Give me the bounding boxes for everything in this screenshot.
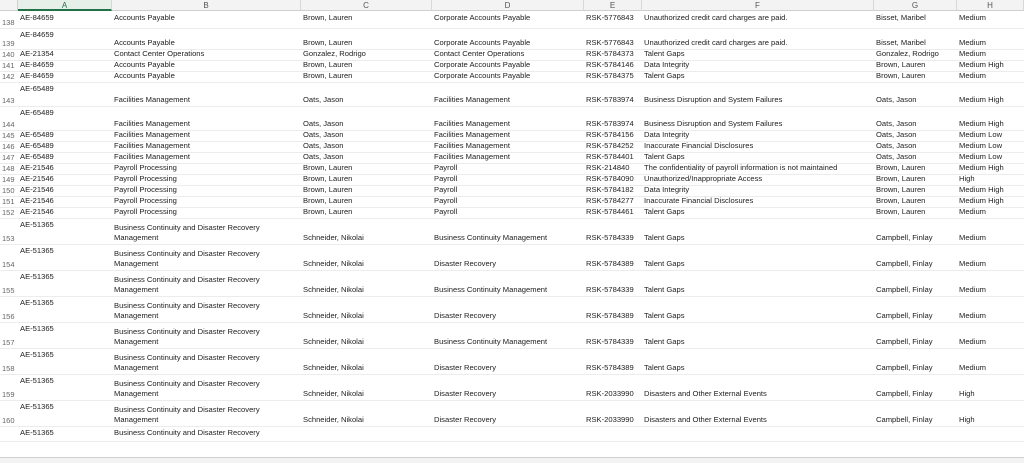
column-header-g[interactable]: G xyxy=(874,0,957,11)
column-header-b[interactable]: B xyxy=(112,0,301,11)
table-row xyxy=(0,245,1024,271)
cell-f[interactable]: The confidentiality of payroll information is not maintained xyxy=(644,163,838,172)
cell-h[interactable]: Medium High xyxy=(959,119,1004,128)
cell-e[interactable]: RSK-5784373 xyxy=(586,49,634,58)
table-row xyxy=(0,401,1024,427)
table-row xyxy=(0,219,1024,245)
cell-d[interactable]: Disaster Recovery xyxy=(434,311,497,320)
row-number[interactable]: 160 xyxy=(2,416,15,425)
cell-c[interactable]: Brown, Lauren xyxy=(303,13,353,22)
cell-e[interactable]: RSK-5784389 xyxy=(586,311,634,320)
cell-f[interactable]: Inaccurate Financial Disclosures xyxy=(644,196,754,205)
cell-e[interactable]: RSK-5784339 xyxy=(586,285,634,294)
cell-a[interactable]: AE-21546 xyxy=(20,207,54,216)
cell-a[interactable]: AE-21354 xyxy=(20,49,54,58)
cell-d[interactable]: Business Continuity Management xyxy=(434,337,548,346)
cell-f[interactable]: Talent Gaps xyxy=(644,233,685,242)
cell-g[interactable]: Brown, Lauren xyxy=(876,60,926,69)
cell-f[interactable]: Data Integrity xyxy=(644,185,690,194)
cell-f[interactable]: Talent Gaps xyxy=(644,259,685,268)
cell-b[interactable]: Facilities Management xyxy=(114,95,190,104)
cell-b[interactable]: Payroll Processing xyxy=(114,185,177,194)
cell-e[interactable]: RSK-5783974 xyxy=(586,95,634,104)
cell-c[interactable]: Schneider, Nikolai xyxy=(303,285,364,294)
cell-d[interactable]: Business Continuity Management xyxy=(434,285,548,294)
row-number[interactable]: 145 xyxy=(2,131,15,140)
column-header-e[interactable]: E xyxy=(584,0,642,11)
cell-f[interactable]: Talent Gaps xyxy=(644,207,685,216)
cell-d[interactable]: Payroll xyxy=(434,174,458,183)
cell-h[interactable]: High xyxy=(959,389,975,398)
cell-h[interactable]: Medium Low xyxy=(959,152,1003,161)
cell-c[interactable]: Brown, Lauren xyxy=(303,174,353,183)
row-number[interactable]: 147 xyxy=(2,153,15,162)
cell-c[interactable]: Oats, Jason xyxy=(303,130,344,139)
cell-h[interactable]: Medium xyxy=(959,337,987,346)
cell-d[interactable]: Contact Center Operations xyxy=(434,49,525,58)
cell-a[interactable]: AE-51365 xyxy=(20,376,54,385)
cell-e[interactable]: RSK-5784339 xyxy=(586,233,634,242)
row-number[interactable]: 152 xyxy=(2,208,15,217)
cell-d[interactable]: Disaster Recovery xyxy=(434,389,497,398)
cell-b[interactable]: Business Continuity and Disaster Recovery Management xyxy=(114,275,260,294)
cell-f[interactable]: Talent Gaps xyxy=(644,71,685,80)
cell-c[interactable]: Schneider, Nikolai xyxy=(303,233,364,242)
cell-h[interactable]: Medium Low xyxy=(959,141,1003,150)
cell-f[interactable]: Disasters and Other External Events xyxy=(644,415,767,424)
cell-d[interactable]: Facilities Management xyxy=(434,95,510,104)
row-number[interactable]: 138 xyxy=(2,18,15,27)
cell-b[interactable]: Accounts Payable xyxy=(114,13,175,22)
cell-g[interactable]: Oats, Jason xyxy=(876,152,917,161)
cell-e[interactable]: RSK-5784156 xyxy=(586,130,634,139)
cell-f[interactable]: Talent Gaps xyxy=(644,337,685,346)
cell-e[interactable]: RSK-5784401 xyxy=(586,152,634,161)
cell-e[interactable]: RSK-5783974 xyxy=(586,119,634,128)
cell-f[interactable]: Talent Gaps xyxy=(644,311,685,320)
cell-c[interactable]: Schneider, Nikolai xyxy=(303,415,364,424)
cell-a[interactable]: AE-51365 xyxy=(20,246,54,255)
cell-h[interactable]: Medium xyxy=(959,207,987,216)
row-number[interactable]: 144 xyxy=(2,120,15,129)
cell-b[interactable]: Payroll Processing xyxy=(114,163,177,172)
table-row xyxy=(0,208,1024,219)
cell-f[interactable]: Talent Gaps xyxy=(644,285,685,294)
cell-a[interactable]: AE-21546 xyxy=(20,185,54,194)
cell-e[interactable]: RSK-214840 xyxy=(586,163,630,172)
cell-f[interactable]: Unauthorized credit card charges are paid. xyxy=(644,38,788,47)
cell-h[interactable]: Medium High xyxy=(959,163,1004,172)
cell-g[interactable]: Brown, Lauren xyxy=(876,163,926,172)
cell-b[interactable]: Business Continuity and Disaster Recovery Management xyxy=(114,379,260,398)
row-number[interactable]: 154 xyxy=(2,260,15,269)
row-number[interactable]: 157 xyxy=(2,338,15,347)
cell-d[interactable]: Facilities Management xyxy=(434,141,510,150)
cell-a[interactable]: AE-65489 xyxy=(20,152,54,161)
cell-a[interactable]: AE-51365 xyxy=(20,402,54,411)
row-number[interactable]: 156 xyxy=(2,312,15,321)
row-number[interactable]: 151 xyxy=(2,197,15,206)
cell-a[interactable]: AE-51365 xyxy=(20,220,54,229)
cell-g[interactable]: Campbell, Finlay xyxy=(876,259,933,268)
table-row xyxy=(0,72,1024,83)
cell-e[interactable]: RSK-2033990 xyxy=(586,415,634,424)
cell-d[interactable]: Facilities Management xyxy=(434,152,510,161)
cell-c[interactable]: Schneider, Nikolai xyxy=(303,259,364,268)
cell-d[interactable]: Corporate Accounts Payable xyxy=(434,60,531,69)
cell-d[interactable]: Payroll xyxy=(434,196,458,205)
select-all-corner[interactable] xyxy=(0,0,18,11)
cell-h[interactable]: Medium xyxy=(959,49,987,58)
cell-g[interactable]: Campbell, Finlay xyxy=(876,337,933,346)
cell-b[interactable]: Contact Center Operations xyxy=(114,49,205,58)
cell-c[interactable]: Schneider, Nikolai xyxy=(303,389,364,398)
cell-a[interactable]: AE-21546 xyxy=(20,196,54,205)
cell-h[interactable]: High xyxy=(959,174,975,183)
cell-b[interactable]: Business Continuity and Disaster Recovery xyxy=(114,428,260,437)
row-number[interactable]: 143 xyxy=(2,96,15,105)
table-row xyxy=(0,427,1024,442)
column-header-h[interactable]: H xyxy=(957,0,1024,11)
cell-c[interactable]: Schneider, Nikolai xyxy=(303,363,364,372)
cell-g[interactable]: Oats, Jason xyxy=(876,95,917,104)
cell-e[interactable]: RSK-5784389 xyxy=(586,259,634,268)
cell-g[interactable]: Gonzalez, Rodrigo xyxy=(876,49,939,58)
cell-b[interactable]: Business Continuity and Disaster Recovery Management xyxy=(114,327,260,346)
row-number[interactable]: 141 xyxy=(2,61,15,70)
cell-b[interactable]: Accounts Payable xyxy=(114,38,175,47)
column-header-a[interactable]: A xyxy=(18,0,112,11)
cell-d[interactable]: Payroll xyxy=(434,163,458,172)
cell-b[interactable]: Facilities Management xyxy=(114,130,190,139)
column-header-c[interactable]: C xyxy=(301,0,432,11)
row-number[interactable]: 140 xyxy=(2,50,15,59)
cell-f[interactable]: Business Disruption and System Failures xyxy=(644,119,783,128)
cell-e[interactable]: RSK-5776843 xyxy=(586,13,634,22)
cell-d[interactable]: Corporate Accounts Payable xyxy=(434,38,531,47)
row-number[interactable]: 159 xyxy=(2,390,15,399)
cell-h[interactable]: Medium High xyxy=(959,95,1004,104)
cell-c[interactable]: Brown, Lauren xyxy=(303,163,353,172)
table-row xyxy=(0,323,1024,349)
cell-h[interactable]: Medium xyxy=(959,38,987,47)
cell-e[interactable]: RSK-5784146 xyxy=(586,60,634,69)
cell-e[interactable]: RSK-5776843 xyxy=(586,38,634,47)
cell-b[interactable]: Business Continuity and Disaster Recovery Management xyxy=(114,353,260,372)
cell-c[interactable]: Brown, Lauren xyxy=(303,38,353,47)
cell-e[interactable]: RSK-5784182 xyxy=(586,185,634,194)
cell-e[interactable]: RSK-5784389 xyxy=(586,363,634,372)
cell-d[interactable]: Business Continuity Management xyxy=(434,233,548,242)
row-number[interactable]: 155 xyxy=(2,286,15,295)
cell-b[interactable]: Accounts Payable xyxy=(114,60,175,69)
cell-e[interactable]: RSK-5784375 xyxy=(586,71,634,80)
cell-f[interactable]: Data Integrity xyxy=(644,130,690,139)
cell-f[interactable]: Unauthorized/Inappropriate Access xyxy=(644,174,763,183)
cell-f[interactable]: Disasters and Other External Events xyxy=(644,389,767,398)
row-number[interactable]: 153 xyxy=(2,234,15,243)
cell-e[interactable]: RSK-2033990 xyxy=(586,389,634,398)
horizontal-scrollbar[interactable] xyxy=(0,457,1024,463)
cell-a[interactable]: AE-51365 xyxy=(20,272,54,281)
cell-d[interactable]: Payroll xyxy=(434,207,458,216)
cell-c[interactable]: Schneider, Nikolai xyxy=(303,337,364,346)
cell-b[interactable]: Business Continuity and Disaster Recovery Management xyxy=(114,249,260,268)
cell-e[interactable]: RSK-5784339 xyxy=(586,337,634,346)
cell-h[interactable]: Medium High xyxy=(959,185,1004,194)
cell-f[interactable]: Unauthorized credit card charges are paid. xyxy=(644,13,788,22)
cell-e[interactable]: RSK-5784252 xyxy=(586,141,634,150)
row-number[interactable]: 149 xyxy=(2,175,15,184)
cell-h[interactable]: Medium xyxy=(959,311,987,320)
cell-g[interactable]: Brown, Lauren xyxy=(876,185,926,194)
cell-a[interactable]: AE-51365 xyxy=(20,298,54,307)
cell-g[interactable]: Brown, Lauren xyxy=(876,207,926,216)
cell-a[interactable]: AE-51365 xyxy=(20,324,54,333)
table-row xyxy=(0,83,1024,107)
cell-d[interactable]: Payroll xyxy=(434,185,458,194)
cell-c[interactable]: Schneider, Nikolai xyxy=(303,311,364,320)
cell-h[interactable]: Medium xyxy=(959,13,987,22)
table-row xyxy=(0,375,1024,401)
cell-g[interactable]: Campbell, Finlay xyxy=(876,363,933,372)
cell-f[interactable]: Inaccurate Financial Disclosures xyxy=(644,141,754,150)
table-row xyxy=(0,271,1024,297)
cell-g[interactable]: Campbell, Finlay xyxy=(876,233,933,242)
cell-h[interactable]: Medium xyxy=(959,363,987,372)
cell-b[interactable]: Payroll Processing xyxy=(114,174,177,183)
cell-b[interactable]: Business Continuity and Disaster Recovery Management xyxy=(114,405,260,424)
cell-c[interactable]: Oats, Jason xyxy=(303,141,344,150)
cell-h[interactable]: Medium xyxy=(959,233,987,242)
cell-d[interactable]: Corporate Accounts Payable xyxy=(434,71,531,80)
cell-b[interactable]: Business Continuity and Disaster Recovery Management xyxy=(114,223,260,242)
row-number[interactable]: 146 xyxy=(2,142,15,151)
cell-f[interactable]: Talent Gaps xyxy=(644,152,685,161)
cell-a[interactable]: AE-65489 xyxy=(20,130,54,139)
cell-g[interactable]: Bisset, Maribel xyxy=(876,38,926,47)
table-row xyxy=(0,349,1024,375)
cell-h[interactable]: Medium xyxy=(959,285,987,294)
cell-f[interactable]: Talent Gaps xyxy=(644,363,685,372)
cell-g[interactable]: Bisset, Maribel xyxy=(876,13,926,22)
cell-a[interactable]: AE-21546 xyxy=(20,163,54,172)
cell-a[interactable]: AE-51365 xyxy=(20,428,54,437)
cell-e[interactable]: RSK-5784461 xyxy=(586,207,634,216)
cell-a[interactable]: AE-84659 xyxy=(20,30,54,39)
cell-c[interactable]: Brown, Lauren xyxy=(303,60,353,69)
cell-h[interactable]: Medium Low xyxy=(959,130,1003,139)
cell-a[interactable]: AE-84659 xyxy=(20,13,54,22)
cell-a[interactable]: AE-65489 xyxy=(20,84,54,93)
cell-c[interactable]: Oats, Jason xyxy=(303,95,344,104)
cell-g[interactable]: Campbell, Finlay xyxy=(876,415,933,424)
cell-h[interactable]: Medium High xyxy=(959,196,1004,205)
cell-c[interactable]: Brown, Lauren xyxy=(303,185,353,194)
table-row xyxy=(0,29,1024,50)
cell-c[interactable]: Brown, Lauren xyxy=(303,196,353,205)
cell-c[interactable]: Brown, Lauren xyxy=(303,207,353,216)
cell-a[interactable]: AE-84659 xyxy=(20,60,54,69)
cell-c[interactable]: Oats, Jason xyxy=(303,152,344,161)
cell-h[interactable]: Medium xyxy=(959,259,987,268)
cell-a[interactable]: AE-65489 xyxy=(20,108,54,117)
table-row xyxy=(0,107,1024,131)
cell-a[interactable]: AE-65489 xyxy=(20,141,54,150)
cell-d[interactable]: Facilities Management xyxy=(434,119,510,128)
row-number[interactable]: 158 xyxy=(2,364,15,373)
cell-g[interactable]: Campbell, Finlay xyxy=(876,389,933,398)
cell-g[interactable]: Oats, Jason xyxy=(876,130,917,139)
column-header-f[interactable]: F xyxy=(642,0,874,11)
cell-d[interactable]: Disaster Recovery xyxy=(434,363,497,372)
cell-b[interactable]: Accounts Payable xyxy=(114,71,175,80)
cell-d[interactable]: Disaster Recovery xyxy=(434,259,497,268)
cell-d[interactable]: Corporate Accounts Payable xyxy=(434,13,531,22)
cell-b[interactable]: Payroll Processing xyxy=(114,207,177,216)
cell-b[interactable]: Facilities Management xyxy=(114,141,190,150)
row-number[interactable]: 150 xyxy=(2,186,15,195)
column-header-d[interactable]: D xyxy=(432,0,584,11)
row-number[interactable]: 142 xyxy=(2,72,15,81)
cell-g[interactable]: Brown, Lauren xyxy=(876,71,926,80)
cell-d[interactable]: Disaster Recovery xyxy=(434,415,497,424)
cell-a[interactable]: AE-84659 xyxy=(20,71,54,80)
cell-b[interactable]: Payroll Processing xyxy=(114,196,177,205)
cell-c[interactable]: Oats, Jason xyxy=(303,119,344,128)
cell-g[interactable]: Brown, Lauren xyxy=(876,174,926,183)
row-number[interactable]: 139 xyxy=(2,39,15,48)
cell-g[interactable]: Oats, Jason xyxy=(876,141,917,150)
cell-d[interactable]: Facilities Management xyxy=(434,130,510,139)
cell-g[interactable]: Campbell, Finlay xyxy=(876,311,933,320)
cell-e[interactable]: RSK-5784277 xyxy=(586,196,634,205)
cell-f[interactable]: Business Disruption and System Failures xyxy=(644,95,783,104)
table-row xyxy=(0,12,1024,29)
cell-g[interactable]: Brown, Lauren xyxy=(876,196,926,205)
cell-b[interactable]: Facilities Management xyxy=(114,152,190,161)
cell-c[interactable]: Brown, Lauren xyxy=(303,71,353,80)
cell-b[interactable]: Facilities Management xyxy=(114,119,190,128)
cell-g[interactable]: Oats, Jason xyxy=(876,119,917,128)
cell-a[interactable]: AE-51365 xyxy=(20,350,54,359)
cell-f[interactable]: Data Integrity xyxy=(644,60,690,69)
cell-f[interactable]: Talent Gaps xyxy=(644,49,685,58)
cell-h[interactable]: Medium High xyxy=(959,60,1004,69)
cell-g[interactable]: Campbell, Finlay xyxy=(876,285,933,294)
cell-c[interactable]: Gonzalez, Rodrigo xyxy=(303,49,366,58)
cell-h[interactable]: High xyxy=(959,415,975,424)
cell-a[interactable]: AE-21546 xyxy=(20,174,54,183)
cell-b[interactable]: Business Continuity and Disaster Recovery Management xyxy=(114,301,260,320)
row-number[interactable]: 148 xyxy=(2,164,15,173)
cell-h[interactable]: Medium xyxy=(959,71,987,80)
table-row xyxy=(0,297,1024,323)
cell-e[interactable]: RSK-5784090 xyxy=(586,174,634,183)
